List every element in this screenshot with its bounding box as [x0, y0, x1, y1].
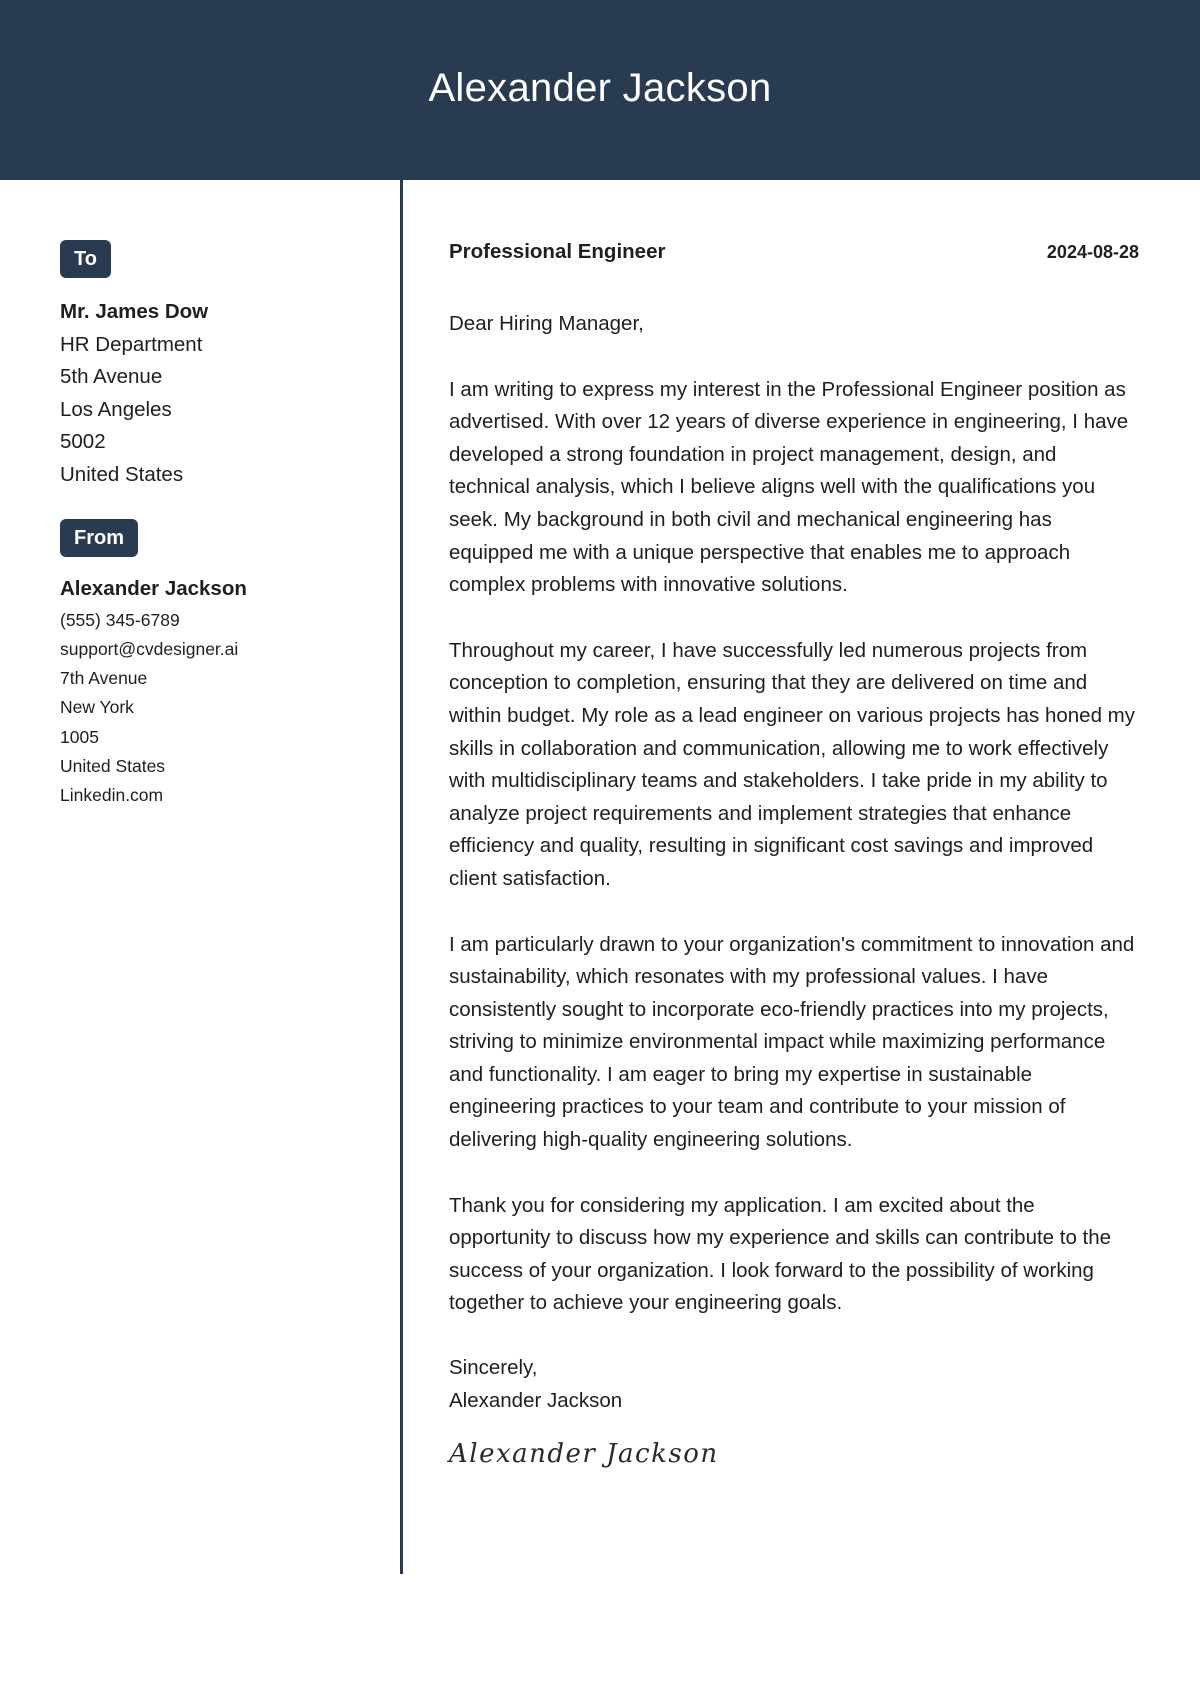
sender-linkedin: Linkedin.com	[60, 785, 164, 806]
closing-phrase: Sincerely,	[449, 1356, 538, 1380]
salutation: Dear Hiring Manager,	[449, 312, 644, 335]
recipient-line: 5th Avenue	[60, 365, 163, 389]
sender-line: New York	[60, 697, 134, 718]
paragraph: Throughout my career, I have successfully led numerous projects from conception to completion, ensuring that they are delivered on time and within budget. My role as a lead engineer on various projects has honed my skills in collaboration and communication, allowing me to work effectively with multidisciplinary teams and stakeholders. I take pride in my ability to analyze project requirements and implement strategies that enhance efficiency and quality, resulting in significant cost savings and improved client satisfaction.	[449, 638, 1136, 890]
from-badge: From	[60, 519, 138, 557]
column-divider	[400, 180, 403, 1574]
closing	[449, 1352, 1139, 1417]
paragraph: I am particularly drawn to your organization's commitment to innovation and sustainability, which resonates with my professional values. I have consistently sought to incorporate eco-friendly practices into my projects, striving to minimize environmental impact while maximizing performance and functionality. I am eager to bring my expertise in sustainable engineering practices to your team and contribute to your mission of delivering high-quality engineering solutions.	[449, 932, 1135, 1152]
recipient-address	[60, 296, 380, 492]
recipient-line: Los Angeles	[60, 397, 172, 421]
letter-date: 2024-08-28	[1046, 242, 1139, 262]
recipient-name: Mr. James Dow	[60, 300, 209, 323]
sender-details	[60, 606, 380, 811]
recipient-line: 5002	[60, 430, 106, 454]
letter-subject: Professional Engineer	[449, 240, 666, 263]
sender-phone: (555) 345-6789	[60, 609, 180, 630]
recipient-line: HR Department	[60, 332, 203, 356]
closing-name: Alexander Jackson	[449, 1388, 623, 1412]
sender-line: 7th Avenue	[60, 668, 148, 689]
subject-row	[449, 240, 1139, 270]
recipient-line: United States	[60, 462, 184, 486]
sender-line: United States	[60, 756, 166, 777]
to-badge: To	[60, 240, 111, 278]
sender-line: 1005	[60, 726, 99, 747]
sidebar	[60, 240, 380, 811]
page-header	[0, 0, 1200, 180]
signature: Alexander Jackson	[449, 1439, 719, 1470]
sender-name: Alexander Jackson	[60, 576, 247, 600]
paragraph: Thank you for considering my application. I am excited about the opportunity to discuss how my experience and skills can contribute to the success of your organization. I look forward to the possibility of working together to achieve your engineering goals.	[449, 1193, 1112, 1315]
applicant-name: Alexander Jackson	[428, 65, 772, 110]
paragraph: I am writing to express my interest in the Professional Engineer position as advertised. With over 12 years of diverse experience in engineering, I have developed a strong foundation in project management, design, and technical analysis, which I believe aligns well with the qualifications you seek. My background in both civil and mechanical engineering has equipped me with a unique perspective that enables me to approach complex problems with innovative solutions.	[449, 377, 1129, 597]
sender-email: support@cvdesigner.ai	[60, 638, 239, 659]
letter-body	[449, 240, 1139, 1469]
